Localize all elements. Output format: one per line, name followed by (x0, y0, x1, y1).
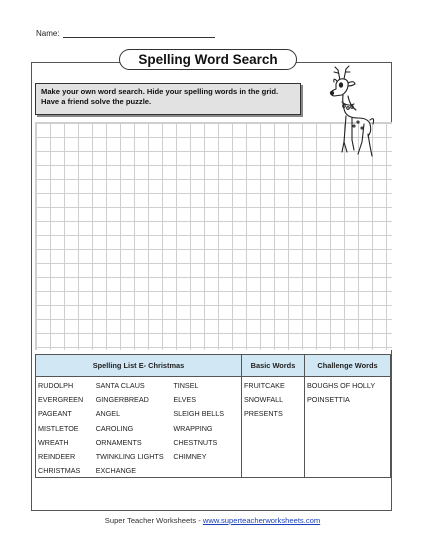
name-label: Name: (36, 29, 60, 38)
challenge-words-column (305, 377, 390, 478)
list-item: EVERGREEN (38, 395, 84, 405)
word-table-header (36, 355, 390, 377)
list-item: ORNAMENTS (95, 437, 142, 447)
list-item: PRESENTS (244, 409, 283, 419)
list-item: MISTLETOE (38, 423, 79, 433)
list-item: RUDOLPH (38, 381, 74, 390)
list-item: BOUGHS OF HOLLY (307, 381, 376, 390)
list-item: CHRISTMAS (38, 466, 81, 476)
list-item: CAROLING (95, 423, 134, 433)
list-item: TWINKLING LIGHTS (95, 451, 164, 461)
list-item: ANGEL (95, 409, 121, 419)
list-item: EXCHANGE (95, 466, 137, 476)
list-item: GINGERBREAD (95, 395, 149, 405)
name-line[interactable] (63, 28, 215, 38)
footer (0, 516, 425, 525)
name-row (36, 28, 215, 38)
list-item: CHIMNEY (173, 451, 207, 461)
footer-prefix: Super Teacher Worksheets - (104, 516, 203, 525)
list-item: SLEIGH BELLS (173, 409, 225, 419)
list-item: SNOWFALL (244, 395, 284, 405)
header-challenge-words: Challenge Words (317, 361, 378, 370)
list-item: CHESTNUTS (173, 437, 218, 447)
instructions-box: Make your own word search. Hide your spelling words in the grid. Have a friend solve the puzzle. (35, 83, 301, 115)
header-spelling-list: Spelling List E- Christmas (36, 355, 242, 376)
list-item: PAGEANT (38, 409, 72, 419)
list-item: FRUITCAKE (244, 381, 285, 390)
word-column-3 (171, 377, 241, 478)
basic-words-column (242, 377, 305, 478)
list-item: TINSEL (173, 381, 199, 390)
word-column-1 (36, 377, 94, 478)
header-basic-words: Basic Words (242, 355, 305, 376)
footer-link[interactable]: www.superteacherworksheets.com (202, 516, 321, 525)
list-item: POINSETTIA (307, 395, 350, 405)
list-item: SANTA CLAUS (95, 381, 145, 390)
list-item: ELVES (173, 395, 196, 405)
spelling-word-table (35, 354, 391, 478)
spelling-list-column (36, 377, 242, 478)
page-title: Spelling Word Search (119, 49, 297, 70)
list-item: WRAPPING (173, 423, 213, 433)
list-item: REINDEER (38, 451, 76, 461)
word-column-2 (94, 377, 172, 478)
reindeer-illustration (328, 62, 376, 162)
list-item: WREATH (38, 437, 69, 447)
